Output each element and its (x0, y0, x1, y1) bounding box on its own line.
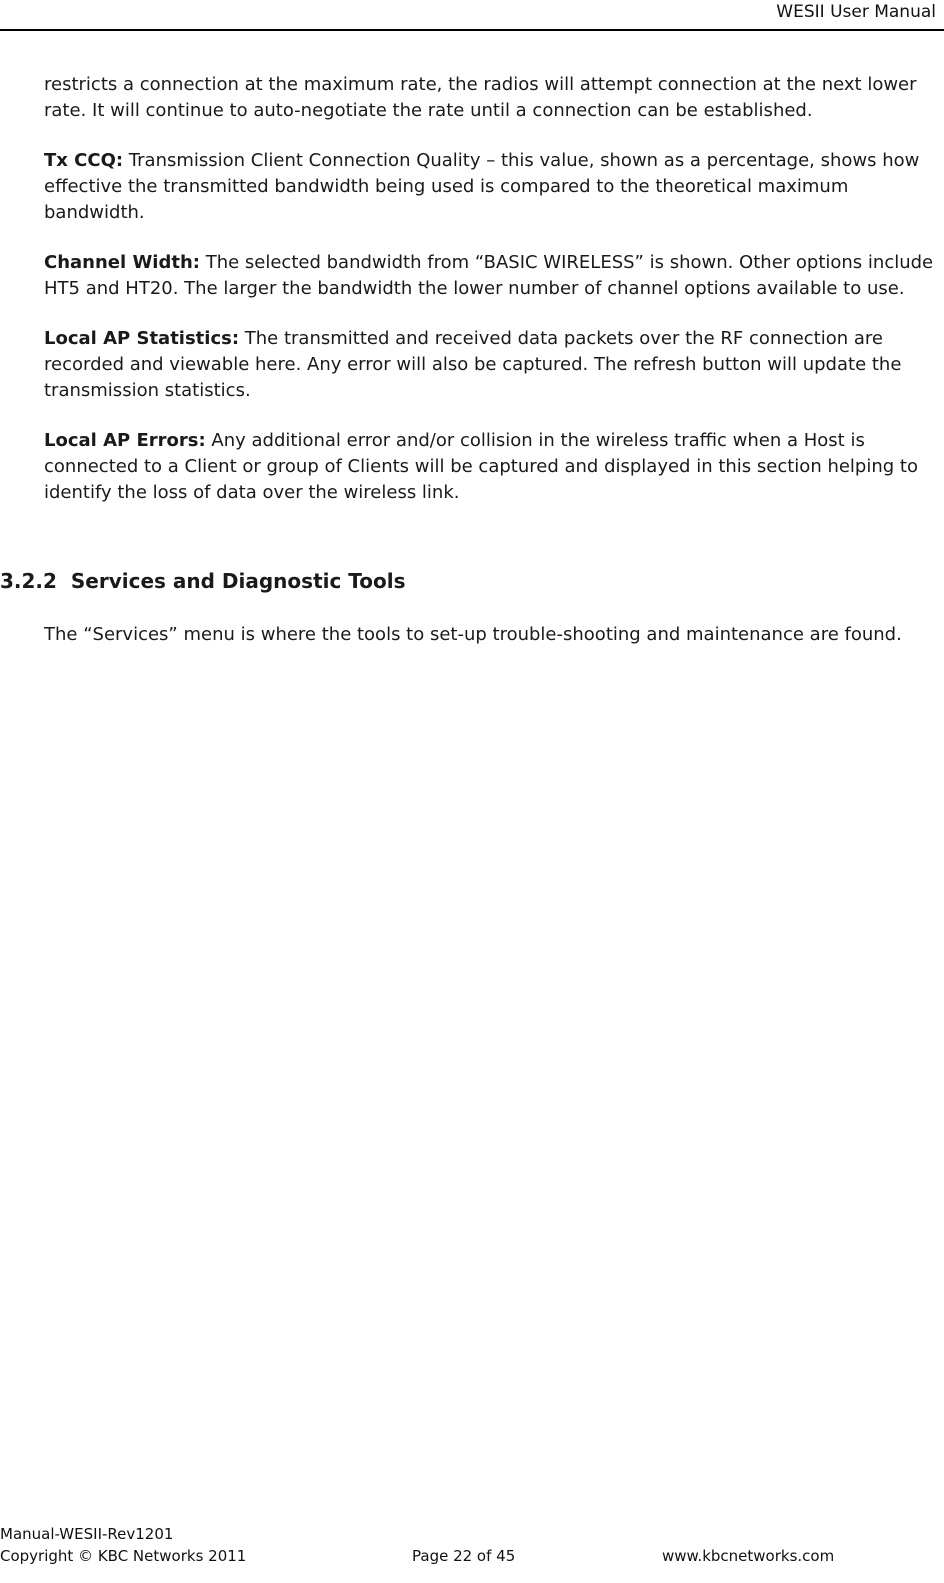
term-label: Local AP Errors: (44, 430, 206, 451)
paragraph-text: Any additional error and/or collision in the wireless traffic when a Host is connected to a Client or group of Clients will be captured and displayed in this section helping to identify the loss of data over the wireless link. (44, 430, 918, 503)
paragraph-rate-continuation (44, 72, 936, 124)
section-heading (0, 568, 406, 594)
footer-copyright: Copyright © KBC Networks 2011 (0, 1547, 247, 1565)
section-body: The “Services” menu is where the tools to set-up trouble-shooting and maintenance are found. (44, 624, 902, 645)
page-header (0, 0, 944, 31)
paragraph-channel-width (44, 250, 936, 302)
footer-website: www.kbcnetworks.com (662, 1547, 835, 1565)
section-number: 3.2.2 (0, 569, 57, 593)
footer-document-id: Manual-WESII-Rev1201 (0, 1525, 174, 1543)
paragraph-local-ap-errors (44, 428, 936, 506)
section-title: Services and Diagnostic Tools (70, 569, 406, 593)
footer-page-number: Page 22 of 45 (412, 1547, 516, 1565)
header-title: WESII User Manual (776, 2, 936, 22)
paragraph-text: Transmission Client Connection Quality – this value, shown as a percentage, shows how effective the transmitted bandwidth being used is compared to the theoretical maximum bandwidth. (44, 150, 920, 223)
term-label: Channel Width: (44, 252, 200, 273)
term-label: Local AP Statistics: (44, 328, 240, 349)
page-footer (0, 1524, 944, 1583)
body-content (44, 72, 936, 530)
paragraph-text: The selected bandwidth from “BASIC WIRELESS” is shown. Other options include HT5 and HT20. The larger the bandwidth the lower number of channel options available to use. (44, 252, 934, 299)
paragraph-local-ap-statistics (44, 326, 936, 404)
paragraph-text: restricts a connection at the maximum rate, the radios will attempt connection at the next lower rate. It will continue to auto-negotiate the rate until a connection can be established. (44, 74, 917, 121)
paragraph-tx-ccq (44, 148, 936, 226)
term-label: Tx CCQ: (44, 150, 124, 171)
paragraph-text: The transmitted and received data packets over the RF connection are recorded and viewable here. Any error will also be captured. The refresh button will update the transmission statistics. (44, 328, 902, 401)
